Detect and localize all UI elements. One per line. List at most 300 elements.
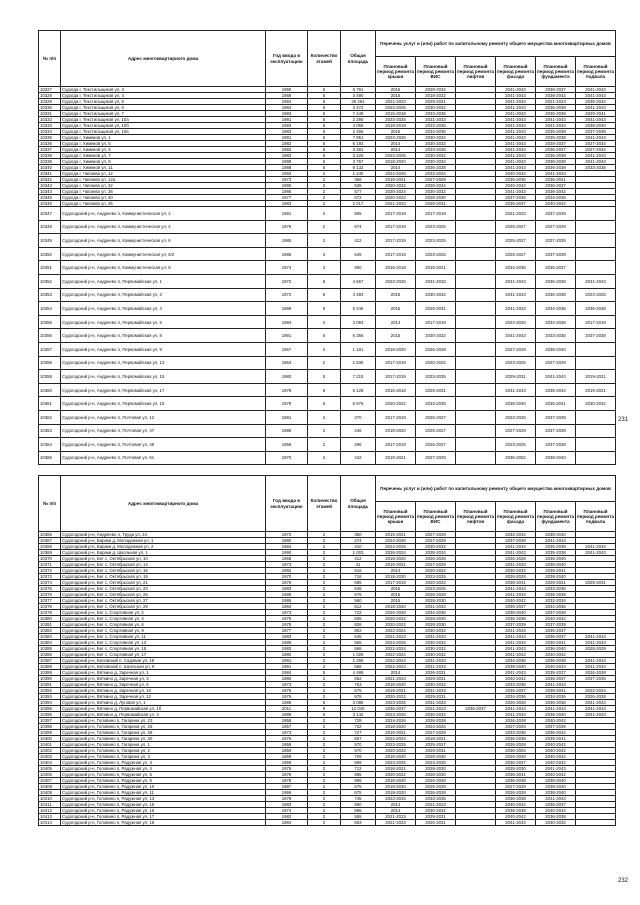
table-cell: Судогодский р-н, Головино п, Радужная ул, 17 — [61, 814, 266, 820]
table-cell: 2023-2025 — [376, 796, 416, 802]
table-cell: 729 — [341, 718, 376, 724]
table-cell: 5 — [308, 93, 341, 99]
table-cell: 2 — [308, 736, 341, 742]
table-cell: 1984 — [266, 604, 308, 610]
table-cell: 649 — [341, 247, 376, 261]
table-row — [39, 247, 616, 261]
header-num: № п/п — [39, 476, 61, 532]
table-cell: 2027-2029 — [536, 220, 576, 234]
table-cell: 7 449 — [341, 111, 376, 117]
table-cell: 1981 — [266, 135, 308, 141]
table-cell: 2025-2027 — [496, 234, 536, 248]
table-cell: 2041-2043 — [496, 153, 536, 159]
table-cell: 2041-2043 — [576, 706, 616, 712]
table-cell: 10404 — [39, 760, 61, 766]
table-cell: 2035-2041 — [536, 397, 576, 411]
table-cell: 5 — [308, 712, 341, 718]
table-cell: 2030-2032 — [416, 153, 456, 159]
table-cell: 2026-2028 — [576, 694, 616, 700]
table-cell: 5 — [308, 329, 341, 343]
table-cell: 896 — [341, 778, 376, 784]
table-cell: 2031-2033 — [416, 117, 456, 123]
table-cell: 2028-2030 — [416, 766, 456, 772]
table-cell — [576, 342, 616, 356]
table-cell — [456, 356, 496, 370]
table-cell: 2024-2026 — [376, 718, 416, 724]
table-cell: 1990 — [266, 550, 308, 556]
table-cell: 1978 — [266, 772, 308, 778]
table-cell: 1959 — [266, 748, 308, 754]
table-cell: 2020-2022 — [376, 616, 416, 622]
table-cell: 2041-2043 — [576, 544, 616, 550]
table-cell: 722 — [341, 610, 376, 616]
table-cell: 2038-2040 — [536, 451, 576, 465]
table-cell: 2026-2028 — [416, 778, 456, 784]
table-cell: Судогодский р-н, Головино п, Радужная ул, 5 — [61, 772, 266, 778]
table-cell: 2030-2032 — [416, 628, 456, 634]
table-cell: 2020-2022 — [376, 694, 416, 700]
table-cell: 672 — [341, 195, 376, 201]
table-cell: 10353 — [39, 288, 61, 302]
table-cell: 5 — [308, 153, 341, 159]
table-cell: 2018-2020 — [376, 574, 416, 580]
table-cell: 10399 — [39, 730, 61, 736]
table-cell: 2021-2023 — [416, 802, 456, 808]
table-cell: 2022-2024 — [376, 646, 416, 652]
table-cell: 2036-2038 — [536, 105, 576, 111]
table-cell: 2030-2032 — [416, 135, 456, 141]
table-cell: 1991 — [266, 117, 308, 123]
table-cell: 2037-2039 — [576, 676, 616, 682]
table-cell — [576, 410, 616, 424]
table-cell: 1984 — [266, 315, 308, 329]
table-cell: Судогодский р-н, Андреево п, Первомайская ул, 17 — [61, 383, 266, 397]
table-cell: Судогда г, Текстильщиков ул, 5 — [61, 99, 266, 105]
header-year: Год ввода в эксплуатацию — [266, 31, 308, 87]
table-cell: 1969 — [266, 754, 308, 760]
table-cell: 2015 — [376, 302, 416, 316]
table-cell: 2041-2043 — [496, 383, 536, 397]
table-cell: 2037-2039 — [576, 129, 616, 135]
table-cell: Судогодский р-н, Андреево п, Почтовая ул, 49 — [61, 438, 266, 452]
table-cell: 570 — [341, 742, 376, 748]
table-cell: Судогодский р-н, Вяткино д, Заречная ул, 3 — [61, 676, 266, 682]
table-cell: 2 290 — [341, 117, 376, 123]
table-cell: 10376 — [39, 592, 61, 598]
table-cell: 2041-2043 — [536, 766, 576, 772]
header-services-group: Перечень услуг и (или) работ по капитальному ремонту общего имущества многоквартирных домов — [376, 476, 616, 502]
table-cell: Судогодский р-н, Бег с, Октябрьская ул, 19 — [61, 574, 266, 580]
table-cell: 2036-2041 — [496, 772, 536, 778]
table-cell — [576, 820, 616, 826]
table-cell: Судогодский р-н, Андреево п, Коммунистическая ул, 8 — [61, 261, 266, 275]
table-cell: Судогодский р-н, Бараки д, Молодежная ул, 2 — [61, 544, 266, 550]
table-row — [39, 356, 616, 370]
table-cell: 716 — [341, 574, 376, 580]
table-cell: 2035-2037 — [536, 628, 576, 634]
table-cell: 10346 — [39, 201, 61, 207]
table-cell: 2041-2043 — [496, 544, 536, 550]
table-cell: 2018-2021 — [376, 766, 416, 772]
table-cell: 2 — [308, 784, 341, 790]
table-cell: 2035-2036 — [496, 177, 536, 183]
table-cell: 2040-2042 — [536, 201, 576, 207]
table-cell: 2027-2029 — [416, 562, 456, 568]
table-row — [39, 329, 616, 343]
table-cell: 350 — [341, 532, 376, 538]
table-cell: 2026-2028 — [496, 718, 536, 724]
table-cell: 2034-2036 — [496, 261, 536, 275]
table-p2 — [38, 475, 616, 826]
table-cell — [456, 207, 496, 221]
table-cell: 2 — [308, 814, 341, 820]
table-cell: 566 — [341, 646, 376, 652]
table-cell: 1983 — [266, 646, 308, 652]
table-cell: 10377 — [39, 598, 61, 604]
table-cell: 2020-2022 — [376, 622, 416, 628]
table-cell: 1984 — [266, 544, 308, 550]
table-cell: 2040-2042 — [536, 748, 576, 754]
table-cell: 1974 — [266, 261, 308, 275]
table-cell: 2019-2021 — [576, 370, 616, 384]
table-cell: 1975 — [266, 766, 308, 772]
table-cell: 1957 — [266, 724, 308, 730]
table-cell: 10394 — [39, 700, 61, 706]
table-cell: 576 — [341, 592, 376, 598]
table-cell: Судогодский р-н, Вяткино д, Заречная ул, 10 — [61, 688, 266, 694]
table-cell: 2030-2032 — [416, 640, 456, 646]
table-cell: 2032-2034 — [416, 171, 456, 177]
table-cell: 2041-2043 — [496, 117, 536, 123]
table-cell: 590 — [341, 802, 376, 808]
table-cell: 2041-2043 — [496, 135, 536, 141]
table-cell — [576, 220, 616, 234]
capital-repair-table-p2 — [38, 475, 615, 826]
table-cell: 2036-2042 — [536, 189, 576, 195]
table-cell: Судогодский р-н, Головино п, Радужная ул, 11 — [61, 790, 266, 796]
table-cell: 412 — [341, 234, 376, 248]
table-cell: 2020-2022 — [376, 183, 416, 189]
table-cell: 2016-2018 — [376, 261, 416, 275]
table-cell: 2026-2028 — [576, 670, 616, 676]
table-cell: 1981 — [266, 207, 308, 221]
table-cell: 1980 — [266, 370, 308, 384]
table-cell: 1990 — [266, 87, 308, 93]
table-cell: 1970 — [266, 574, 308, 580]
table-cell: 2036-2037 — [496, 760, 536, 766]
table-cell: 1991 — [266, 664, 308, 670]
table-cell: 2041-2043 — [496, 670, 536, 676]
table-cell: 2029-2031 — [496, 370, 536, 384]
header-facade: Плановый период ремонта фасада — [496, 57, 536, 87]
table-cell: 1983 — [266, 802, 308, 808]
table-cell: 2027-2029 — [496, 784, 536, 790]
table-cell: 2030-2032 — [536, 820, 576, 826]
table-cell: 2025-2027 — [416, 424, 456, 438]
table-cell: 2027-2029 — [416, 451, 456, 465]
table-cell: 2038-2040 — [536, 342, 576, 356]
table-cell — [576, 207, 616, 221]
table-cell: 2036-2038 — [536, 165, 576, 171]
table-cell: Судогда г, Чапаева ул, 36 — [61, 189, 266, 195]
table-cell: 2034-2036 — [416, 610, 456, 616]
table-cell: 2017-2019 — [376, 580, 416, 586]
table-cell: 2029-2031 — [416, 748, 456, 754]
table-cell: Судогодский р-н, Головино п, Гагарина ул, 30 — [61, 736, 266, 742]
table-cell: 2036-2041 — [536, 177, 576, 183]
table-cell: 10364 — [39, 438, 61, 452]
table-row — [39, 370, 616, 384]
table-cell: 10392 — [39, 688, 61, 694]
table-cell — [456, 438, 496, 452]
table-cell: 2019-2021 — [376, 688, 416, 694]
table-cell: 2029-2031 — [416, 383, 456, 397]
table-cell: 10357 — [39, 342, 61, 356]
table-cell: 2036-2040 — [536, 646, 576, 652]
header-elevators: Плановый период ремонта лифтов — [456, 502, 496, 532]
table-cell: Судогодский р-н, Андреево п, Первомайская ул, 5 — [61, 315, 266, 329]
table-cell: 10406 — [39, 772, 61, 778]
table-cell: 10344 — [39, 189, 61, 195]
table-cell: 2038-2041 — [536, 688, 576, 694]
table-cell: 2033-2035 — [496, 730, 536, 736]
table-cell: 2037-2036 — [496, 195, 536, 201]
table-cell: 596 — [341, 808, 376, 814]
table-cell: 2040-2042 — [496, 814, 536, 820]
table-cell: 2036-2038 — [536, 814, 576, 820]
table-cell: Судогодский р-н, Вяткино д, Первомайская ул, 1б — [61, 706, 266, 712]
table-cell: 2027-2029 — [416, 532, 456, 538]
table-cell: Судогодский р-н, Бег с, Спортивная ул, 6 — [61, 622, 266, 628]
table-cell: 2030-2032 — [416, 808, 456, 814]
table-row — [39, 438, 616, 452]
table-cell: 274 — [341, 538, 376, 544]
table-cell: 2038-2040 — [536, 790, 576, 796]
table-cell: 10368 — [39, 544, 61, 550]
table-cell: 2034-2036 — [536, 302, 576, 316]
table-cell: 2038-2040 — [496, 610, 536, 616]
table-cell: 2029-2031 — [416, 201, 456, 207]
table-cell: 2040-2042 — [536, 718, 576, 724]
table-cell: 10350 — [39, 247, 61, 261]
table-cell: 2037-2039 — [536, 424, 576, 438]
table-cell: 2040-2042 — [536, 772, 576, 778]
table-cell: 1977 — [266, 195, 308, 201]
table-cell: 2030-2032 — [496, 568, 536, 574]
table-cell: 2037-2039 — [536, 207, 576, 221]
table-cell: 2031-2033 — [416, 664, 456, 670]
table-cell: 10388 — [39, 664, 61, 670]
header-elevators: Плановый период ремонта лифтов — [456, 57, 496, 87]
table-cell: Судогодский р-н, Бег с, Октябрьская ул, 10 — [61, 556, 266, 562]
table-cell: 2030-2032 — [416, 189, 456, 195]
table-cell: 2040-2042 — [496, 598, 536, 604]
table-cell: 2023-2025 — [376, 135, 416, 141]
table-cell: 2027-2029 — [496, 342, 536, 356]
table-cell: 2038-2040 — [496, 664, 536, 670]
table-cell: 2033-2035 — [496, 682, 536, 688]
page-number: 231 — [617, 417, 628, 423]
table-cell: 1992 — [266, 171, 308, 177]
header-roof: Плановый период ремонта крыши — [376, 502, 416, 532]
table-cell: 2018-2022 — [416, 93, 456, 99]
table-cell: 2 — [308, 201, 341, 207]
table-cell: 1987 — [266, 784, 308, 790]
table-cell: 2041-2043 — [496, 99, 536, 105]
table-cell: 2020-2022 — [376, 748, 416, 754]
table-cell: 2037-2039 — [576, 329, 616, 343]
table-cell: 2 — [308, 177, 341, 183]
table-cell: 2 — [308, 724, 341, 730]
table-cell: 2 — [308, 694, 341, 700]
table-cell: 2 — [308, 676, 341, 682]
table-cell: 2036-2037 — [536, 147, 576, 153]
table-cell: 10383 — [39, 634, 61, 640]
table-cell: 2 — [308, 742, 341, 748]
table-cell: 1983 — [266, 586, 308, 592]
table-cell: 2026-2028 — [496, 574, 536, 580]
table-cell — [456, 234, 496, 248]
table-cell: 2020-2024 — [376, 189, 416, 195]
table-cell: 10379 — [39, 610, 61, 616]
table-cell: 2026-2028 — [496, 790, 536, 796]
table-cell: 1968 — [266, 556, 308, 562]
table-cell: 2041-2043 — [496, 111, 536, 117]
table-cell: Судогда г, Текстильщиков ул, 7 — [61, 111, 266, 117]
table-cell: 2041-2043 — [496, 129, 536, 135]
table-cell: 2 — [308, 718, 341, 724]
table-cell: 2 — [308, 610, 341, 616]
table-cell: 2025-2027 — [496, 220, 536, 234]
table-cell: 2016-2018 — [376, 383, 416, 397]
table-cell: 1988 — [266, 93, 308, 99]
table-cell: 699 — [341, 760, 376, 766]
table-cell: 4 484 — [341, 288, 376, 302]
table-cell: 2037-2039 — [536, 410, 576, 424]
table-cell: 2 456 — [341, 129, 376, 135]
table-cell: 2 — [308, 532, 341, 538]
table-cell: 5 — [308, 105, 341, 111]
table-cell: 2 — [308, 802, 341, 808]
table-cell: 2033-2035 — [416, 796, 456, 802]
table-cell: 2 — [308, 586, 341, 592]
table-cell: 10336 — [39, 141, 61, 147]
table-cell: Судогда г, Чапаева ул, 12 — [61, 171, 266, 177]
table-cell: 2014 — [376, 147, 416, 153]
table-cell: 2041-2043 — [576, 712, 616, 718]
table-cell: 674 — [341, 220, 376, 234]
table-cell: 2 — [308, 748, 341, 754]
table-cell: 1 003 — [341, 550, 376, 556]
table-cell: 1986 — [266, 598, 308, 604]
table-cell: 1991 — [266, 329, 308, 343]
table-cell: 1973 — [266, 610, 308, 616]
table-cell: 1983 — [266, 201, 308, 207]
table-cell: 5 — [308, 129, 341, 135]
table-cell: 2035-2037 — [376, 706, 416, 712]
table-cell: 577 — [341, 189, 376, 195]
table-cell: 2 — [308, 580, 341, 586]
table-cell: 2035-2038 — [536, 129, 576, 135]
table-cell: Судогодский р-н, Головино п, Радужная ул, 4 — [61, 766, 266, 772]
table-cell: Судогодский р-н, Головино п, Радужная ул, 18 — [61, 820, 266, 826]
table-cell: 1980 — [266, 676, 308, 682]
table-cell: 1988 — [266, 159, 308, 165]
table-cell: 1984 — [266, 105, 308, 111]
table-cell — [456, 261, 496, 275]
table-cell: 2021-2023 — [416, 706, 456, 712]
table-cell: 2023-2025 — [376, 274, 416, 288]
table-cell: 2018-2020 — [376, 604, 416, 610]
header-year: Год ввода в эксплуатацию — [266, 476, 308, 532]
table-body-p2 — [39, 532, 616, 826]
table-cell — [456, 288, 496, 302]
table-cell: 1976 — [266, 736, 308, 742]
table-cell: 2027-2029 — [496, 724, 536, 730]
table-cell: 1978 — [266, 383, 308, 397]
table-cell: 2023-2025 — [416, 220, 456, 234]
table-cell: 2015 — [376, 592, 416, 598]
table-cell: 2 017 — [341, 201, 376, 207]
table-cell: 1 536 — [341, 356, 376, 370]
table-cell: 10413 — [39, 814, 61, 820]
table-cell — [576, 261, 616, 275]
table-cell: 2030-2032 — [416, 682, 456, 688]
table-cell: 2018-2020 — [376, 682, 416, 688]
table-cell: Судогда г, Текстильщиков ул, 10б — [61, 123, 266, 129]
table-cell: Судогодский р-н, Андреево п, Первомайская ул, 1 — [61, 274, 266, 288]
table-cell: 2037-2039 — [536, 724, 576, 730]
table-cell: 2036-2038 — [496, 778, 536, 784]
table-cell: Судогодский р-н, Головино п, Гагарина ул, 25 — [61, 724, 266, 730]
table-cell: 2034-2036 — [536, 604, 576, 610]
table-cell: 10340 — [39, 165, 61, 171]
table-cell: 10354 — [39, 302, 61, 316]
table-cell: 2017-2019 — [376, 220, 416, 234]
table-cell: Судогодский р-н, Андреево п, Коммунистическая ул, 6 — [61, 234, 266, 248]
table-cell: 2041-2043 — [496, 329, 536, 343]
table-cell: 12 040 — [341, 706, 376, 712]
table-cell: 10387 — [39, 658, 61, 664]
table-cell: Судогодский р-н, Вяткино д, Заречная ул, 6 — [61, 682, 266, 688]
table-cell: 1 240 — [341, 171, 376, 177]
table-cell: 2041-2043 — [576, 274, 616, 288]
table-cell: 2039-2041 — [536, 568, 576, 574]
table-cell: 2028-2030 — [416, 598, 456, 604]
table-cell: 2023-2025 — [376, 105, 416, 111]
table-cell: 3 085 — [341, 700, 376, 706]
table-cell: 2026-2028 — [416, 790, 456, 796]
table-cell: 2037-2039 — [496, 622, 536, 628]
table-cell: Судогда г, Химиков ул, 1 — [61, 135, 266, 141]
table-cell: 10342 — [39, 177, 61, 183]
table-cell: 5 — [308, 147, 341, 153]
table-cell: 446 — [341, 424, 376, 438]
table-cell: Судогодский р-н, Андреево п, Первомайская ул, 13 — [61, 356, 266, 370]
table-cell: 10358 — [39, 356, 61, 370]
table-cell: 2035-2038 — [536, 111, 576, 117]
table-cell: 2039-2041 — [536, 736, 576, 742]
table-cell: 2037-2039 — [536, 438, 576, 452]
table-cell: 2040-2042 — [536, 760, 576, 766]
table-cell: 2 — [308, 658, 341, 664]
table-cell: 1983 — [266, 129, 308, 135]
table-cell: 802 — [341, 628, 376, 634]
table-cell: 4 488 — [341, 670, 376, 676]
table-cell: 2041-2043 — [496, 165, 536, 171]
header-basement: Плановый период ремонта подвала — [576, 502, 616, 532]
table-cell: 2015 — [376, 329, 416, 343]
